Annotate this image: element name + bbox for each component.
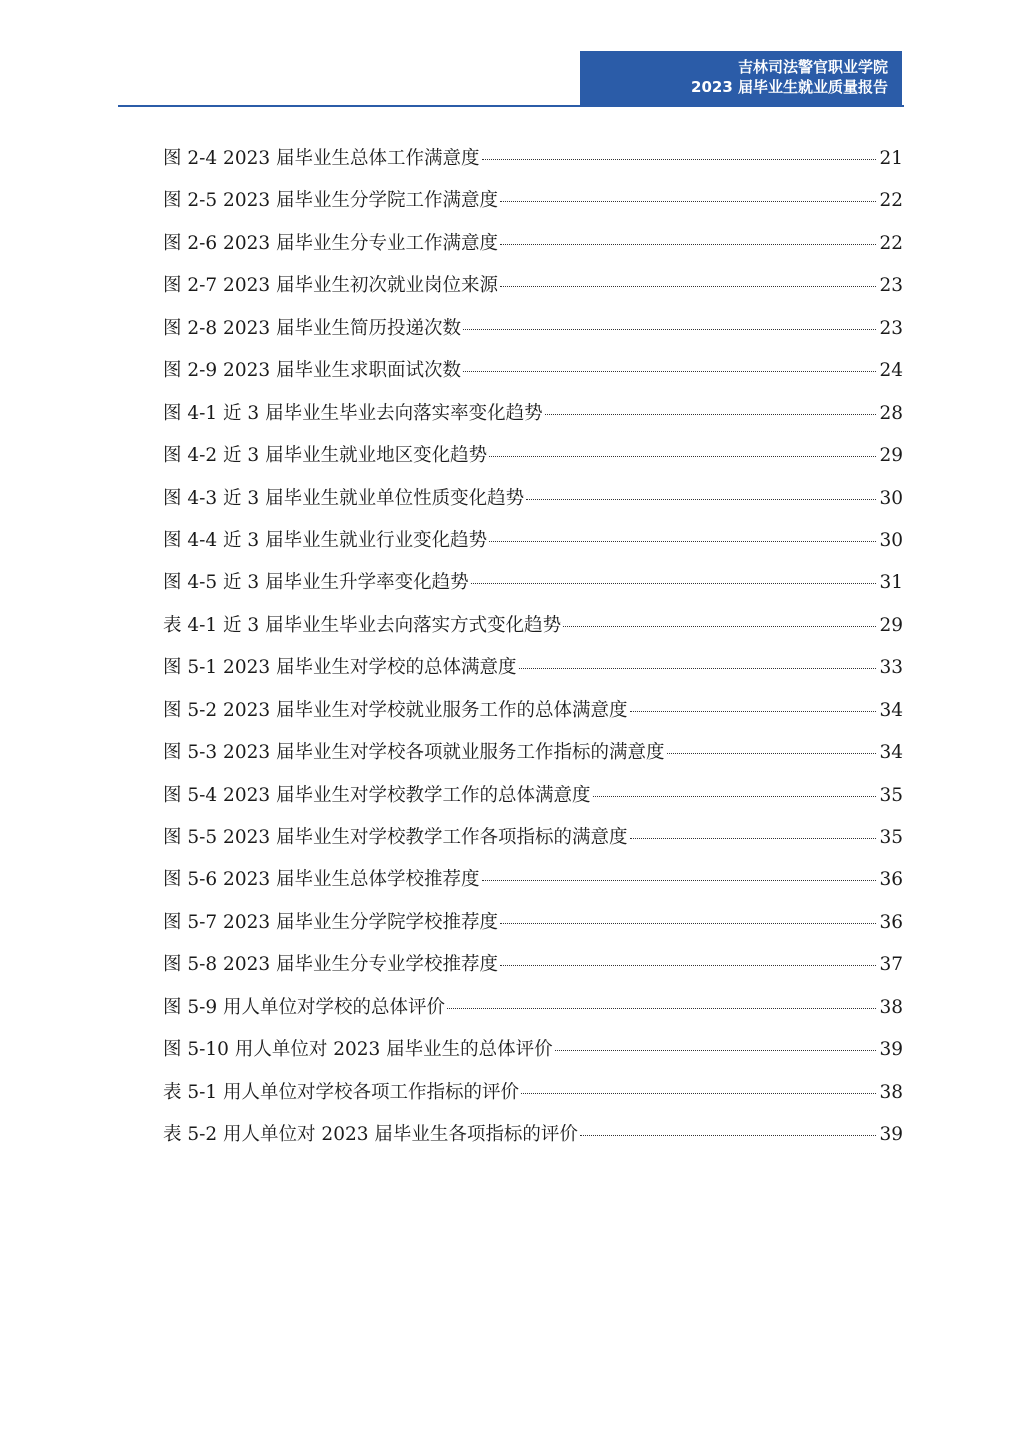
toc-dot-leader [500, 201, 876, 202]
toc-entry-page-number: 35 [879, 784, 903, 806]
toc-entry[interactable] [163, 775, 903, 817]
toc-entry-page-number: 38 [879, 996, 903, 1018]
toc-entry-page-number: 24 [879, 360, 903, 382]
toc-entry[interactable] [163, 605, 903, 647]
toc-entry-title: 图 5-1 2023 届毕业生对学校的总体满意度 [163, 657, 517, 679]
toc-entry-title: 图 2-6 2023 届毕业生分专业工作满意度 [163, 232, 499, 254]
toc-entry-title: 图 4-4 近 3 届毕业生就业行业变化趋势 [163, 529, 488, 551]
toc-entry-page-number: 38 [879, 1081, 903, 1103]
toc-entry[interactable] [163, 180, 903, 222]
report-header-banner [580, 51, 902, 105]
toc-entry-title: 图 5-4 2023 届毕业生对学校教学工作的总体满意度 [163, 784, 591, 806]
toc-dot-leader [580, 1135, 877, 1136]
toc-dot-leader [482, 880, 877, 881]
toc-entry-page-number: 39 [879, 1039, 903, 1061]
toc-entry-page-number: 21 [879, 148, 903, 169]
toc-entry-page-number: 39 [879, 1124, 903, 1146]
toc-dot-leader [471, 583, 877, 584]
toc-entry-page-number: 29 [879, 614, 903, 636]
toc-dot-leader [630, 838, 877, 839]
toc-entry-title: 图 4-1 近 3 届毕业生毕业去向落实率变化趋势 [163, 402, 543, 424]
toc-entry[interactable] [163, 478, 903, 520]
toc-entry[interactable] [163, 138, 903, 180]
toc-entry-page-number: 28 [879, 402, 903, 424]
header-report-title: 2023 届毕业生就业质量报告 [691, 78, 888, 96]
toc-entry-page-number: 23 [879, 275, 903, 297]
toc-entry-title: 图 2-8 2023 届毕业生简历投递次数 [163, 317, 462, 339]
toc-entry-page-number: 36 [879, 911, 903, 933]
toc-entry[interactable] [163, 732, 903, 774]
toc-dot-leader [667, 753, 877, 754]
toc-entry[interactable] [163, 308, 903, 350]
toc-dot-leader [500, 286, 876, 287]
toc-entry-title: 图 5-10 用人单位对 2023 届毕业生的总体评价 [163, 1039, 553, 1061]
header-school-name: 吉林司法警官职业学院 [737, 58, 888, 76]
toc-entry-page-number: 33 [879, 657, 903, 679]
toc-dot-leader [630, 711, 877, 712]
toc-entry-page-number: 23 [879, 317, 903, 339]
toc-dot-leader [500, 244, 876, 245]
toc-entry-title: 表 5-1 用人单位对学校各项工作指标的评价 [163, 1081, 520, 1103]
toc-entry[interactable] [163, 902, 903, 944]
toc-dot-leader [526, 499, 876, 500]
toc-entry[interactable] [163, 859, 903, 901]
toc-entry[interactable] [163, 435, 903, 477]
toc-entry-title: 图 2-9 2023 届毕业生求职面试次数 [163, 360, 462, 382]
toc-entry-title: 图 5-5 2023 届毕业生对学校教学工作各项指标的满意度 [163, 827, 628, 848]
toc-entry[interactable] [163, 223, 903, 265]
toc-entry[interactable] [163, 393, 903, 435]
toc-dot-leader [489, 456, 876, 457]
toc-entry-page-number: 36 [879, 869, 903, 891]
toc-entry-page-number: 34 [879, 742, 903, 764]
toc-dot-leader [593, 796, 877, 797]
toc-entry-page-number: 30 [879, 487, 903, 509]
toc-entry[interactable] [163, 1114, 903, 1156]
toc-entry-title: 图 2-7 2023 届毕业生初次就业岗位来源 [163, 275, 499, 297]
toc-entry-page-number: 37 [879, 954, 903, 976]
toc-entry-page-number: 29 [879, 445, 903, 467]
toc-dot-leader [463, 329, 876, 330]
toc-entry[interactable] [163, 647, 903, 689]
toc-entry-page-number: 34 [879, 699, 903, 721]
toc-dot-leader [521, 1093, 876, 1094]
toc-dot-leader [482, 159, 877, 160]
toc-dot-leader [545, 414, 877, 415]
toc-entry[interactable] [163, 1072, 903, 1114]
toc-entry-title: 图 4-2 近 3 届毕业生就业地区变化趋势 [163, 445, 488, 467]
toc-entry[interactable] [163, 690, 903, 732]
toc-entry-title: 图 4-5 近 3 届毕业生升学率变化趋势 [163, 572, 469, 594]
toc-entry-title: 图 5-6 2023 届毕业生总体学校推荐度 [163, 869, 480, 891]
toc-entry-page-number: 35 [879, 827, 903, 848]
toc-dot-leader [489, 541, 876, 542]
toc-entry-title: 表 5-2 用人单位对 2023 届毕业生各项指标的评价 [163, 1124, 578, 1146]
toc-entry-title: 图 2-5 2023 届毕业生分学院工作满意度 [163, 190, 499, 212]
toc-entry-title: 图 5-8 2023 届毕业生分专业学校推荐度 [163, 954, 499, 976]
toc-entry-title: 图 2-4 2023 届毕业生总体工作满意度 [163, 148, 480, 169]
toc-entry-page-number: 31 [879, 572, 903, 594]
toc-entry[interactable] [163, 1029, 903, 1071]
toc-entry[interactable] [163, 987, 903, 1029]
toc-dot-leader [447, 1008, 876, 1009]
toc-entry-page-number: 22 [879, 232, 903, 254]
toc-entry-title: 图 5-3 2023 届毕业生对学校各项就业服务工作指标的满意度 [163, 742, 665, 764]
toc-entry[interactable] [163, 520, 903, 562]
toc-entry-page-number: 22 [879, 190, 903, 212]
toc-entry[interactable] [163, 265, 903, 307]
toc-dot-leader [519, 668, 877, 669]
header-divider [118, 105, 904, 107]
toc-entry-title: 图 4-3 近 3 届毕业生就业单位性质变化趋势 [163, 487, 525, 509]
toc-dot-leader [563, 626, 876, 627]
toc-entry[interactable] [163, 562, 903, 604]
toc-entry[interactable] [163, 944, 903, 986]
toc-dot-leader [463, 371, 876, 372]
toc-entry-title: 图 5-9 用人单位对学校的总体评价 [163, 996, 446, 1018]
table-of-figures [163, 138, 903, 1157]
toc-dot-leader [500, 965, 876, 966]
toc-dot-leader [500, 923, 876, 924]
toc-entry[interactable] [163, 817, 903, 859]
toc-dot-leader [555, 1050, 877, 1051]
toc-entry-title: 表 4-1 近 3 届毕业生毕业去向落实方式变化趋势 [163, 614, 562, 636]
toc-entry-title: 图 5-2 2023 届毕业生对学校就业服务工作的总体满意度 [163, 699, 628, 721]
toc-entry-page-number: 30 [879, 529, 903, 551]
toc-entry[interactable] [163, 350, 903, 392]
toc-entry-title: 图 5-7 2023 届毕业生分学院学校推荐度 [163, 911, 499, 933]
